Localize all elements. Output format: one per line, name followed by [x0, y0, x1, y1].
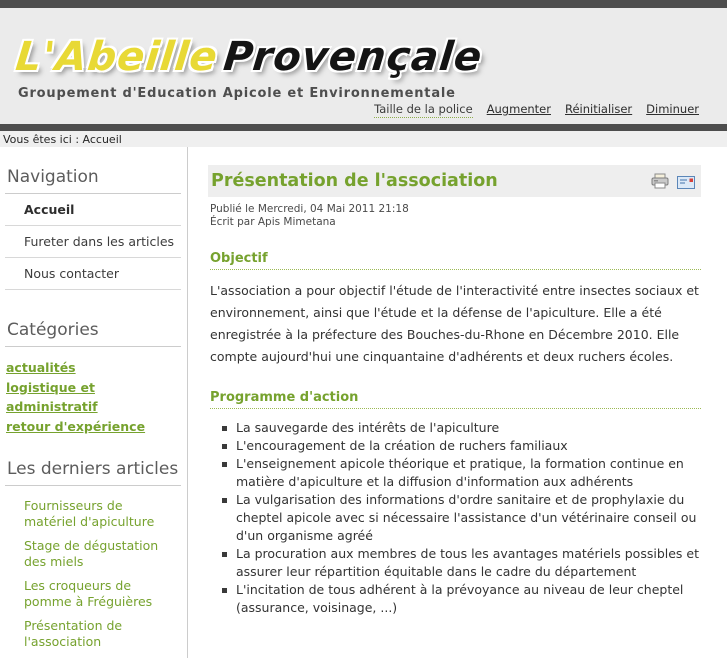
- latest-articles-module: [5, 459, 181, 650]
- sidebar: [0, 147, 188, 658]
- page-body: [0, 147, 727, 658]
- category-link-actualites[interactable]: actualités: [6, 360, 76, 375]
- categories-list: [5, 357, 181, 435]
- page-title: Présentation de l'association: [211, 171, 498, 191]
- breadcrumb: Vous êtes ici : Accueil: [0, 131, 727, 147]
- font-size-label: Taille de la police: [374, 102, 473, 116]
- list-item: [6, 416, 181, 435]
- article-header: [208, 165, 701, 197]
- categories-module: [5, 320, 181, 435]
- latest-article-link-stage[interactable]: Stage de dégustation des miels: [24, 538, 159, 569]
- latest-articles-title: Les derniers articles: [5, 459, 181, 486]
- programme-item: L'enseignement apicole théorique et pratique, la formation continue en matière d'apiculture et la diffusion d'information aux adhérents: [210, 455, 701, 491]
- site-header: [0, 8, 727, 124]
- logo-text-abeille: L'Abeille: [13, 34, 221, 80]
- navigation-title: Navigation: [5, 167, 181, 194]
- logo-text-provencale: Provençale: [221, 34, 485, 80]
- sidebar-item-accueil[interactable]: Accueil: [5, 194, 181, 226]
- list-item: [5, 498, 181, 530]
- programme-item: La vulgarisation des informations d'ordre sanitaire et de prophylaxie du cheptel apicole avec si nécessaire l'assistance d'un vétérinaire conseil ou d'un organisme agréé: [210, 491, 701, 545]
- author-line: Écrit par Apis Mimetana: [210, 216, 336, 228]
- font-size-reset-link[interactable]: Réinitialiser: [565, 102, 633, 116]
- programme-item: La sauvegarde des intérêts de l'apiculture: [210, 419, 701, 437]
- category-link-logistique[interactable]: logistique et administratif: [6, 380, 98, 414]
- list-item: [5, 578, 181, 610]
- latest-article-link-fournisseurs[interactable]: Fournisseurs de matériel d'apiculture: [24, 498, 155, 529]
- latest-article-link-presentation[interactable]: Présentation de l'association: [24, 618, 123, 649]
- email-icon[interactable]: [677, 174, 695, 189]
- programme-item: L'incitation de tous adhérent à la prévoyance au niveau de leur cheptel (assurance, voisinage, ...): [210, 581, 701, 617]
- programme-item: La procuration aux membres de tous les avantages matériels possibles et assurer leur répartition équitable dans le cadre du département: [210, 545, 701, 581]
- article-tools: [651, 174, 695, 189]
- navigation-module: [5, 167, 181, 290]
- top-window-bar: [0, 0, 727, 8]
- published-date: Publié le Mercredi, 04 Mai 2011 21:18: [210, 203, 409, 215]
- latest-article-link-croqueurs[interactable]: Les croqueurs de pomme à Fréguières: [24, 578, 153, 609]
- categories-title: Catégories: [5, 320, 181, 347]
- sidebar-item-fureter[interactable]: Fureter dans les articles: [5, 226, 181, 258]
- header-divider-bar: [0, 124, 727, 131]
- list-item: [6, 357, 181, 376]
- list-item: [5, 618, 181, 650]
- latest-articles-list: [5, 498, 181, 650]
- article-content: [208, 147, 701, 658]
- section-heading-programme: Programme d'action: [210, 390, 701, 409]
- programme-list: [210, 419, 701, 617]
- objectif-paragraph: L'association a pour objectif l'étude de l'interactivité entre insectes sociaux et environnement, ainsi que l'étude et la défense de l'apiculture. Elle a été enregistrée à la préfecture des Bouches-du-Rhone en Décembre 2010. Elle compte aujourd'hui une cinquantaine d'adhérents et deux ruchers écoles.: [210, 283, 699, 364]
- list-item: [5, 538, 181, 570]
- navigation-list: [5, 194, 181, 290]
- font-size-decrease-link[interactable]: Diminuer: [646, 102, 699, 116]
- print-icon[interactable]: [651, 174, 669, 189]
- font-size-controls: [374, 102, 699, 118]
- site-logo[interactable]: [14, 34, 485, 80]
- category-link-retour[interactable]: retour d'expérience: [6, 419, 146, 434]
- sidebar-item-contact[interactable]: Nous contacter: [5, 258, 181, 290]
- programme-item: L'encouragement de la création de ruchers familiaux: [210, 437, 701, 455]
- font-size-increase-link[interactable]: Augmenter: [486, 102, 551, 116]
- list-item: [6, 377, 181, 415]
- article-meta: [210, 203, 701, 229]
- site-tagline: Groupement d'Education Apicole et Environnementale: [18, 86, 456, 101]
- section-heading-objectif: Objectif: [210, 251, 701, 270]
